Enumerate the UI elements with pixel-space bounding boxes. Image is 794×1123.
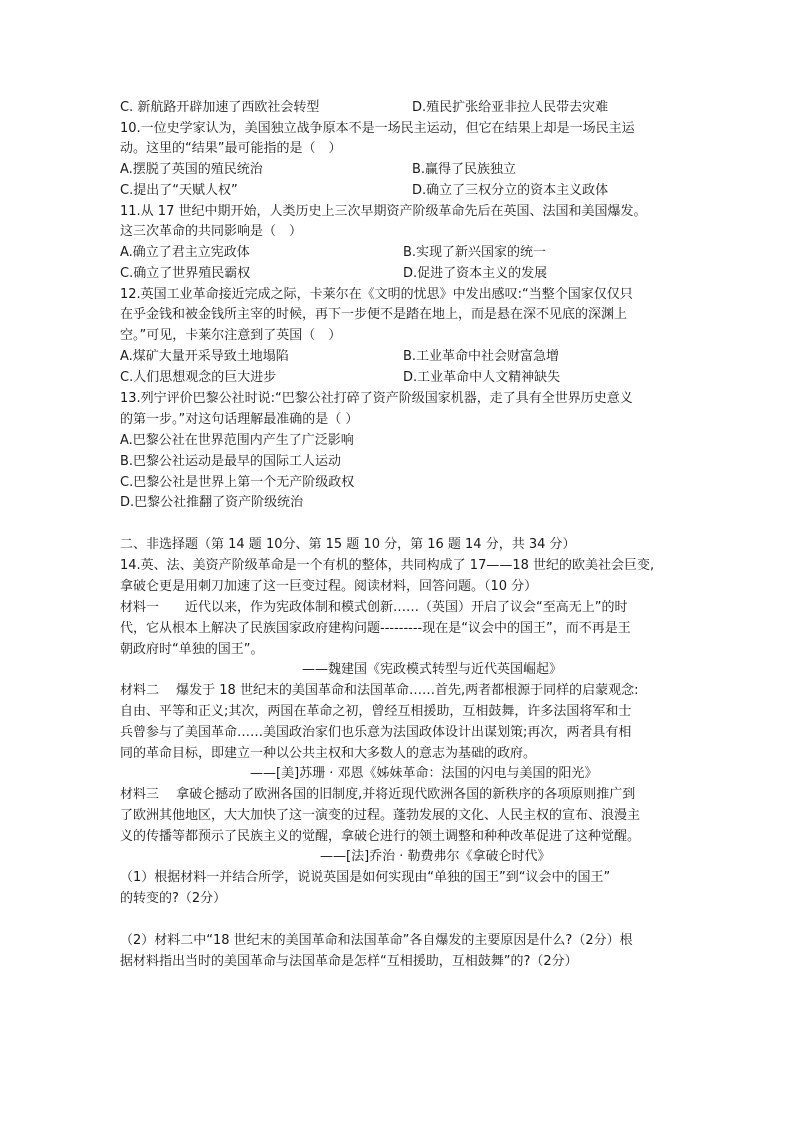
q14-subquestion1-line2: 的转变的?（2分） [120, 891, 227, 906]
q11-stem-line2: 这三次革命的共同影响是（ ） [120, 224, 303, 239]
q13-option-b: B.巴黎公社运动是最早的国际工人运动 [120, 454, 342, 469]
q11-option-d: D.促进了资本主义的发展 [403, 266, 548, 281]
q13-stem-line2: 的第一步。”对这句话理解最准确的是（ ） [120, 412, 359, 427]
q14-material1-line2: 代，它从根本上解决了民族国家政府建构问题---------现在是“议会中的国王”，而不再是王 [120, 621, 631, 636]
q13-option-a: A.巴黎公社在世界范围内产生了广泛影响 [120, 433, 354, 448]
q14-material3-line2: 了欧洲其他地区，大大加快了这一演变的过程。蓬勃发展的文化、人民主权的宣布、浪漫主 [120, 808, 641, 823]
q10-option-b: B.赢得了民族独立 [412, 162, 517, 177]
section-2-heading: 二、非选择题（第 14 题 10分、第 15 题 10 分，第 16 题 14 分，共 34 分） [120, 537, 576, 552]
q12-option-c: C.人们思想观念的巨大进步 [120, 370, 277, 385]
q14-material2-line4: 同的革命目标，即建立一种以公共主权和大多数人的意志为基础的政府。 [120, 746, 537, 761]
q14-material1-line1: 材料一 近代以来，作为宪政体制和模式创新……（英国）开启了议会“至高无上”的时 [120, 600, 628, 615]
q14-material2-line3: 兵曾参与了美国革命……美国政治家们也乐意为法国政体设计出谋划策;再次，两者具有相 [120, 725, 632, 740]
q14-material3-line1: 材料三 拿破仑撼动了欧洲各国的旧制度,并将近现代欧洲各国的新秩序的各项原则推广到 [120, 787, 636, 802]
q14-material1-line3: 朝政府时“单独的国王”。 [120, 642, 264, 657]
q12-stem-line3: 空。”可见，卡莱尔注意到了英国（ ） [120, 328, 342, 343]
q14-subquestion2-line2: 据材料指出当时的美国革命与法国革命是怎样“互相援助，互相鼓舞”的?（2分） [120, 954, 578, 969]
q14-material1-source: ——魏建国《宪政模式转型与近代英国崛起》 [302, 662, 563, 677]
q9-option-d: D.殖民扩张给亚非拉人民带去灾难 [412, 100, 609, 115]
q11-option-b: B.实现了新兴国家的统一 [403, 245, 547, 260]
q9-option-c: C. 新航路开辟加速了西欧社会转型 [120, 100, 320, 115]
q14-material2-line1: 材料二 爆发于 18 世纪末的美国革命和法国革命……首先,两者都根源于同样的启蒙观念: [120, 683, 639, 698]
q14-material2-source: ——[美]苏珊 · 邓恩《姊妹革命：法国的闪电与美国的阳光》 [250, 766, 598, 781]
q10-option-a: A.摆脱了英国的殖民统治 [120, 162, 263, 177]
q14-material2-line2: 自由、平等和正义;其次，两国在革命之初，曾经互相援助，互相鼓舞，许多法国将军和士 [120, 704, 632, 719]
q12-option-a: A.煤矿大量开采导致土地塌陷 [120, 349, 289, 364]
q11-option-c: C.确立了世界殖民霸权 [120, 266, 251, 281]
q12-option-b: B.工业革命中社会财富急增 [403, 349, 560, 364]
q12-stem-line1: 12.英国工业革命接近完成之际，卡莱尔在《文明的忧思》中发出感叹:“当整个国家仅仅只 [120, 287, 633, 302]
q12-option-d: D.工业革命中人文精神缺失 [403, 370, 561, 385]
q14-stem-line2: 拿破仑更是用刺刀加速了这一巨变过程。阅读材料，回答问题。（10 分） [120, 579, 538, 594]
q11-stem-line1: 11.从 17 世纪中期开始，人类历史上三次早期资产阶级革命先后在英国、法国和美国爆发。 [120, 204, 647, 219]
q14-subquestion2-line1: （2）材料二中“18 世纪末的美国革命和法国革命”各自爆发的主要原因是什么?（2分）根 [120, 933, 633, 948]
q14-material3-line3: 义的传播等都预示了民族主义的觉醒，拿破仑进行的领土调整和种种改革促进了这种觉醒。 [120, 829, 641, 844]
q10-stem-line2: 动。这里的“结果”最可能指的是（ ） [120, 141, 342, 156]
q10-stem-line1: 10.一位史学家认为，美国独立战争原本不是一场民主运动，但它在结果上却是一场民主运 [120, 121, 635, 136]
q10-option-c: C.提出了“天赋人权” [120, 183, 238, 198]
q10-option-d: D.确立了三权分立的资本主义政体 [412, 183, 609, 198]
q11-option-a: A.确立了君主立宪政体 [120, 245, 250, 260]
q13-option-c: C.巴黎公社是世界上第一个无产阶级政权 [120, 475, 355, 490]
q14-subquestion1-line1: （1）根据材料一并结合所学，说说英国是如何实现由“单独的国王”到“议会中的国王” [120, 870, 611, 885]
q14-stem-line1: 14.英、法、美资产阶级革命是一个有机的整体，共同构成了 17——18 世纪的欧美社会巨变, [120, 558, 655, 573]
q12-stem-line2: 在乎金钱和被金钱所主宰的时候，再下一步便不是踏在地上，而是悬在深不见底的深渊上 [120, 307, 628, 322]
q13-option-d: D.巴黎公社推翻了资产阶级统治 [120, 495, 304, 510]
q13-stem-line1: 13.列宁评价巴黎公社时说:“巴黎公社打碎了资产阶级国家机器，走了具有全世界历史意义 [120, 391, 633, 406]
q14-material3-source: ——[法]乔治 · 勒费弗尔《拿破仑时代》 [320, 849, 551, 864]
